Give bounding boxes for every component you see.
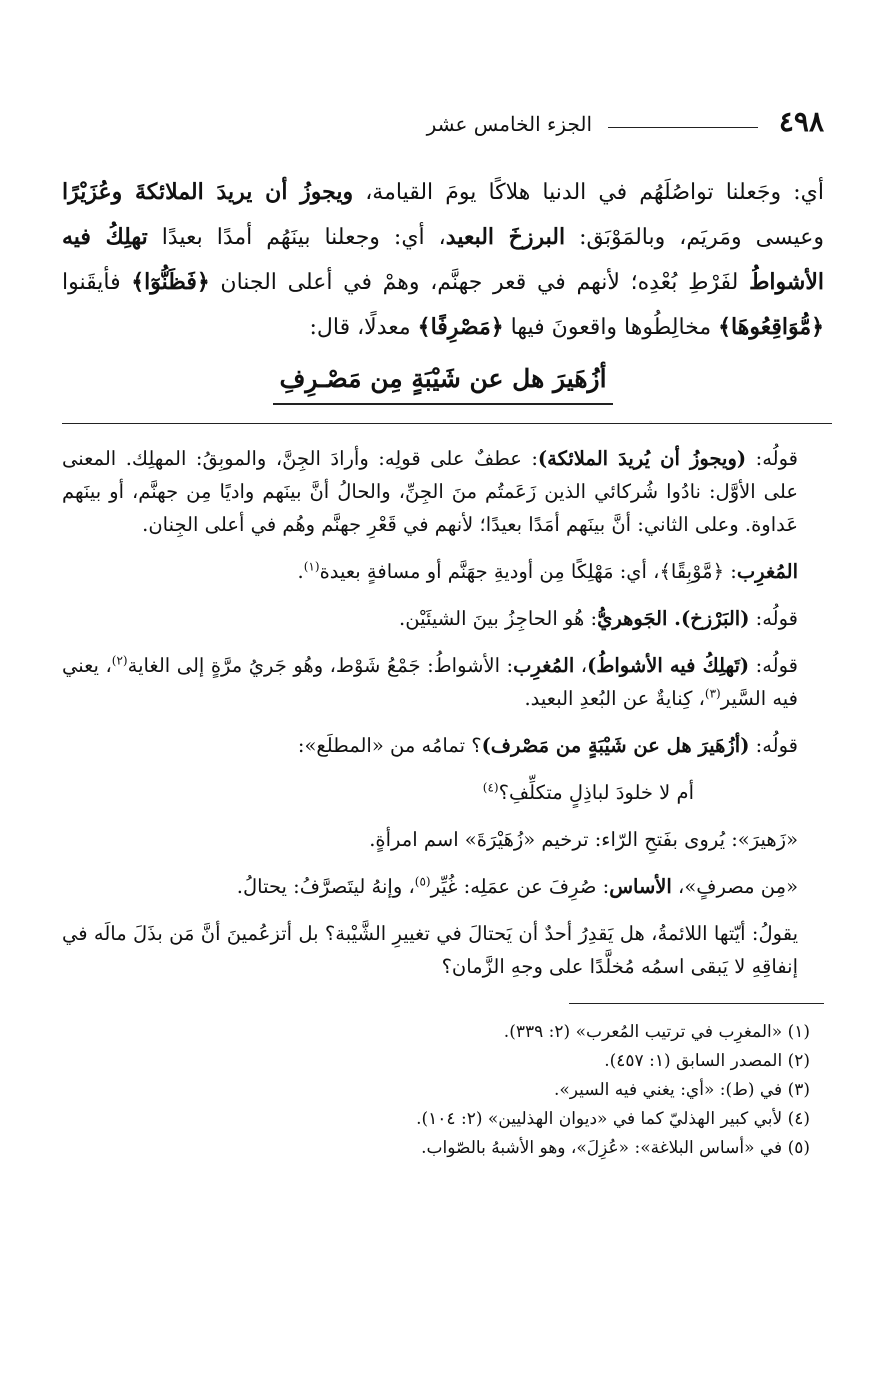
quran-word: ﴿فَظَنُّوٓا﴾	[131, 269, 210, 295]
section-divider	[62, 423, 832, 424]
text: قولُه:	[749, 607, 798, 630]
text: قولُه:	[746, 447, 799, 470]
main-text-segment: مخالِطُوها واقعونَ فيها	[503, 315, 719, 340]
main-text-bold: ويجوزُ أن يريدَ الملائكةَ وعُزَيْرًا	[62, 179, 354, 205]
text: : ﴿مَّوْبِقًا﴾، أي: مَهْلِكًا مِن أوديةِ جهَنَّم أو مسافةٍ بعيدة	[319, 560, 737, 583]
verse-heading-text: أزُهَيرَ هل عن شَيْبَةٍ مِن مَصْـرِفِ	[273, 364, 612, 405]
quoted-phrase: (البَرْزخ). الجَوهريُّ	[597, 607, 750, 630]
text: يقولُ: أيّتها اللائمةُ، هل يَقدِرُ أحدٌ أن يَحتالَ في تغييرِ الشَّيْبة؟ بل أتزعُمينَ أنَّ مَن بذَلَ مالَه في إنفاقِهِ لا يَبقى اسمُه مُخلَّدًا على وجهِ الزَّمان؟	[62, 922, 798, 978]
header-rule	[608, 127, 758, 128]
commentary-paragraph	[62, 870, 824, 903]
main-text	[62, 170, 824, 350]
poem-line	[62, 776, 824, 809]
main-text-segment: ، أي: وجعلنا بينَهُم أمدًا بعيدًا	[147, 225, 446, 250]
main-text-segment: فأيقَنوا	[62, 270, 132, 295]
text: : صُرِفَ عن عمَلِه: غُيِّر	[430, 875, 610, 898]
commentary-paragraph	[62, 649, 824, 715]
page-number: ٤٩٨	[778, 105, 824, 138]
footnote-ref: (٤)	[482, 780, 499, 795]
commentary-paragraph	[62, 602, 824, 635]
text: ؟ تمامُه من «المطلَع»:	[297, 734, 482, 757]
book-page	[62, 100, 824, 1163]
text: قولُه:	[749, 734, 798, 757]
footnote: (٤) لأبي كبير الهذليّ كما في «ديوان الهذليين» (٢: ١٠٤).	[416, 1109, 810, 1129]
commentary	[62, 442, 824, 983]
text: ، وإنهُ ليتَصرَّفُ: يحتالُ.	[236, 875, 415, 898]
main-text-segment: معدلًا، قال:	[309, 315, 418, 340]
commentary-paragraph	[62, 555, 824, 588]
main-text-bold: تهلِكُ فيه الأشواطُ	[62, 224, 824, 295]
commentary-paragraph	[62, 442, 824, 541]
quran-word: ﴿مُّوَاقِعُوهَا﴾	[718, 314, 824, 340]
text: : عطفٌ على قولِه: وأرادَ الجِنَّ، والموبِقُ: المهلِك. المعنى على الأوَّل: نادُوا شُركائي الذين زَعَمتُم منَ الجِنِّ، والحالُ أنَّ بينَهم واديًا مِن جهنَّم، أو بينَهم عَداوة. وعلى الثاني: أنَّ بينَهم أمَدًا بعيدًا؛ لأنهم في قَعْرِ جهنَّم وهُم في أعلى الجِنان.	[62, 447, 798, 536]
text: : هُو الحاجِزُ بينَ الشيئَيْن.	[399, 607, 598, 630]
footnote: (٣) في (ط): «أي: يغني فيه السير».	[554, 1080, 810, 1100]
poem-text: أم لا خلودَ لباذِلٍ متكلِّفِ؟	[498, 781, 694, 804]
footnote-ref: (٥)	[414, 874, 431, 889]
source-name: الأساس	[609, 875, 672, 898]
commentary-paragraph	[62, 917, 824, 983]
commentary-paragraph	[62, 729, 824, 762]
text: ،	[574, 654, 588, 677]
footnote: (١) «المغرِب في ترتيب المُعرب» (٢: ٣٣٩).	[503, 1022, 810, 1042]
quran-word: ﴿مَصْرِفًا﴾	[417, 314, 504, 340]
text: ، يعني فيه السَّير	[62, 654, 798, 710]
footnote: (٢) المصدر السابق (١: ٤٥٧).	[604, 1051, 810, 1071]
main-text-segment: لفَرْطِ بُعْدِه؛ لأنهم في قعر جهنَّم، وهمْ في أعلى الجنان	[209, 270, 750, 295]
source-name: المُغرِب	[736, 560, 798, 583]
commentary-paragraph	[62, 823, 824, 856]
footnote-ref: (١)	[303, 559, 320, 574]
main-text-segment: أي: وجَعلنا تواصُلَهُم في الدنيا هلاكًا يومَ القيامة،	[353, 180, 824, 205]
quoted-phrase: (أزُهَيرَ هل عن شَيْبَةٍ من مَصْرف)	[481, 734, 750, 757]
footnote: (٥) في «أساس البلاغة»: «عُزِلَ»، وهو الأشبهُ بالصّواب.	[421, 1138, 810, 1158]
text: ، كِنايةٌ عن البُعدِ البعيد.	[524, 687, 705, 710]
footnotes	[62, 1018, 824, 1163]
footnote-ref: (٢)	[111, 653, 128, 668]
verse-heading	[62, 364, 824, 405]
text: : الأشواطُ: جَمْعُ شَوْط، وهُو جَريُ مرَّةٍ إلى الغاية	[127, 654, 514, 677]
text: قولُه:	[749, 654, 798, 677]
main-text-bold: البرزخَ البعيد	[445, 224, 566, 250]
quoted-phrase: (تَهلِكُ فيه الأشواطُ)	[587, 654, 750, 677]
page-header	[62, 100, 824, 140]
text: «مِن مصرفٍ»،	[671, 875, 798, 898]
footnote-divider	[569, 1003, 824, 1004]
source-name: المُغرِب	[513, 654, 575, 677]
text: .	[297, 560, 304, 583]
running-title: الجزء الخامس عشر	[426, 112, 592, 136]
text: «زَهيرَ»: يُروى بفَتحِ الرّاء: ترخيم «زُهَيْرَةَ» اسم امرأةٍ.	[369, 828, 798, 851]
quoted-phrase: (ويجوزُ أن يُريدَ الملائكة)	[537, 447, 747, 470]
footnote-ref: (٣)	[704, 686, 721, 701]
main-text-segment: وعيسى ومَريَم، وبالمَوْبَق:	[565, 225, 824, 250]
